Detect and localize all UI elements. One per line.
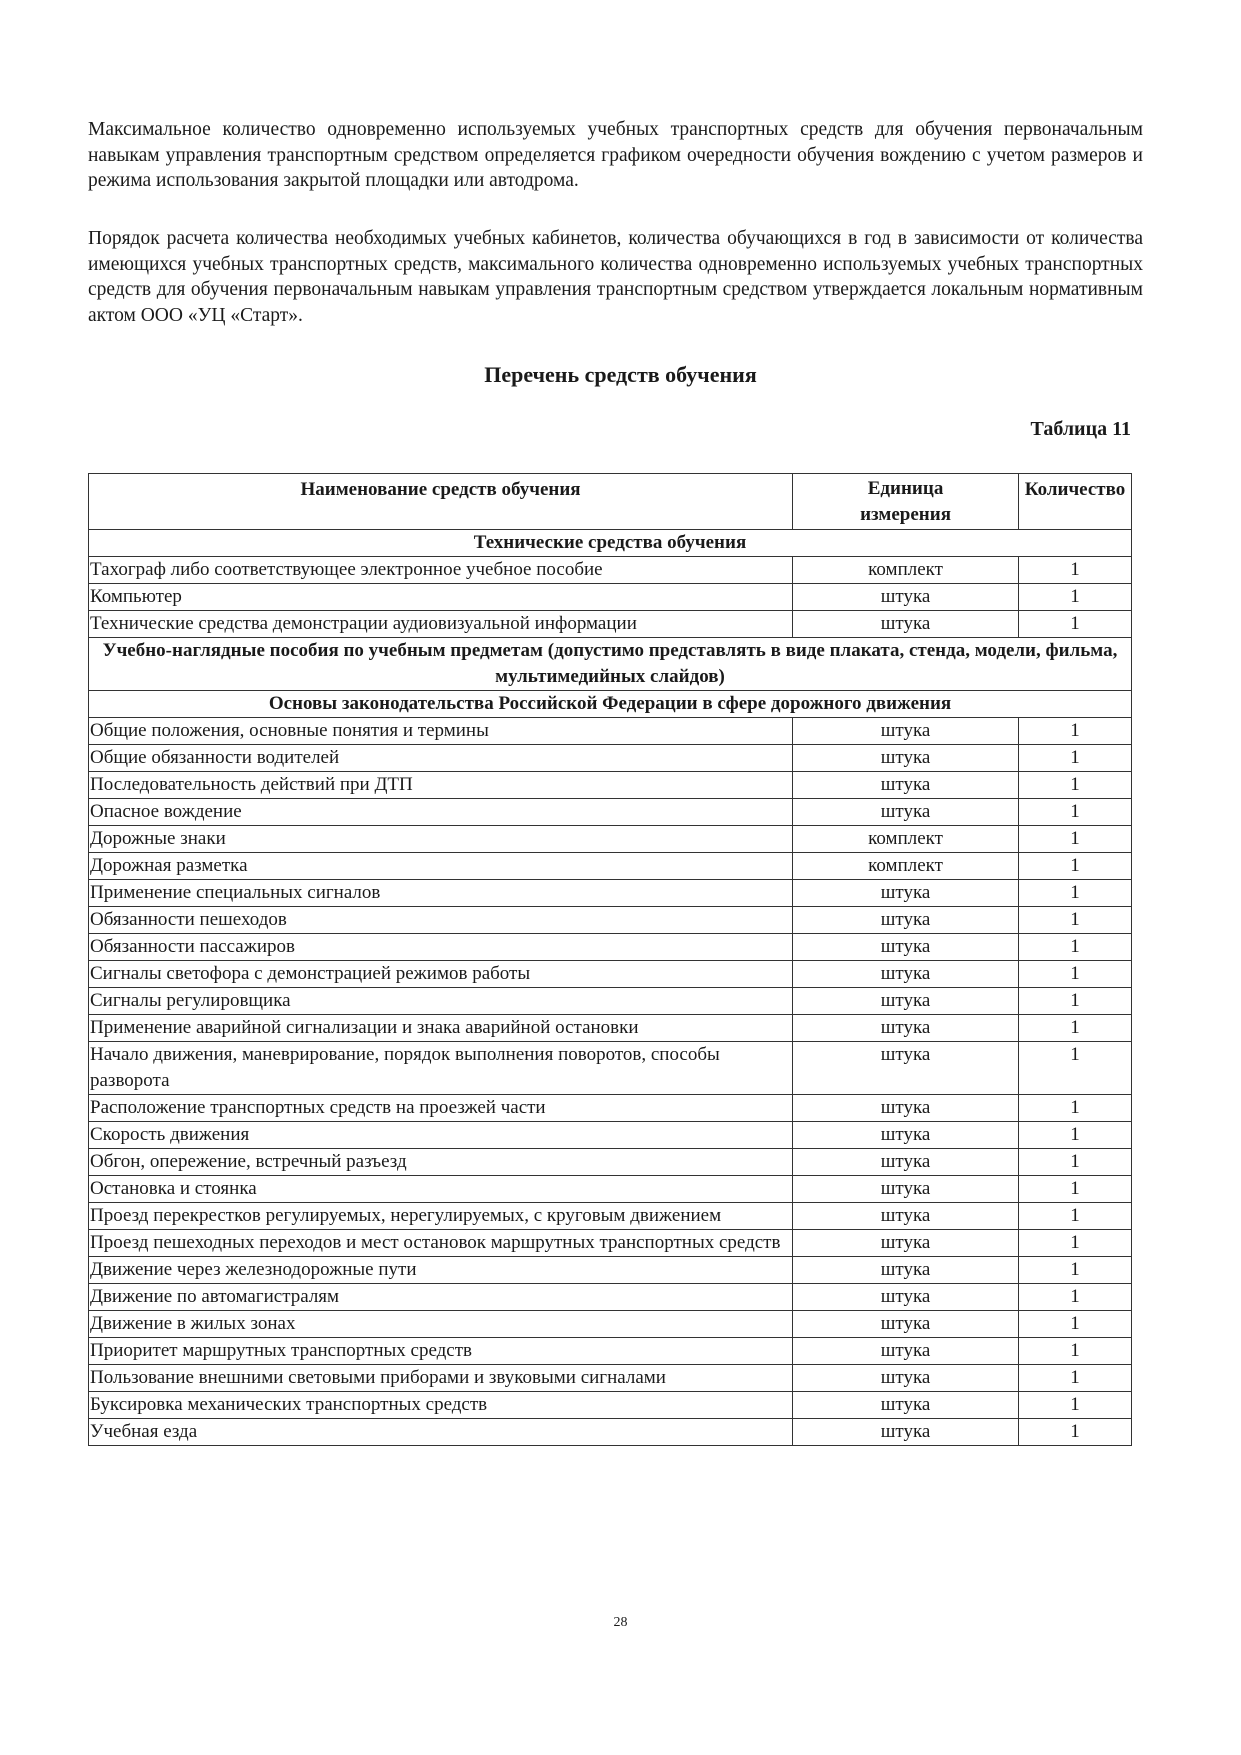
section-technical: Технические средства обучения bbox=[89, 530, 1132, 557]
cell-unit: штука bbox=[793, 1257, 1019, 1284]
training-tools-table bbox=[88, 473, 1132, 1446]
cell-name: Дорожные знаки bbox=[89, 826, 793, 853]
table-row bbox=[89, 988, 1132, 1015]
cell-unit: штука bbox=[793, 988, 1019, 1015]
cell-name: Скорость движения bbox=[89, 1122, 793, 1149]
cell-qty: 1 bbox=[1019, 1095, 1132, 1122]
cell-qty: 1 bbox=[1019, 745, 1132, 772]
cell-unit: штука bbox=[793, 772, 1019, 799]
cell-name: Дорожная разметка bbox=[89, 853, 793, 880]
section-row bbox=[89, 691, 1132, 718]
cell-name: Последовательность действий при ДТП bbox=[89, 772, 793, 799]
header-unit: Единица измерения bbox=[793, 474, 1019, 530]
table-row bbox=[89, 853, 1132, 880]
table-row bbox=[89, 1042, 1132, 1095]
table-row bbox=[89, 718, 1132, 745]
table-row bbox=[89, 799, 1132, 826]
table-row bbox=[89, 961, 1132, 988]
header-qty: Количество bbox=[1019, 474, 1132, 530]
table-row bbox=[89, 1284, 1132, 1311]
cell-name: Буксировка механических транспортных средств bbox=[89, 1392, 793, 1419]
cell-name: Движение по автомагистралям bbox=[89, 1284, 793, 1311]
table-row bbox=[89, 934, 1132, 961]
cell-unit: комплект bbox=[793, 826, 1019, 853]
table-row bbox=[89, 1419, 1132, 1446]
cell-name: Опасное вождение bbox=[89, 799, 793, 826]
cell-unit: штука bbox=[793, 1042, 1019, 1095]
cell-unit: штука bbox=[793, 584, 1019, 611]
paragraph-max-vehicles: Максимальное количество одновременно используемых учебных транспортных средств для обучения первоначальным навыкам управления транспортным средством определяется графиком очередности обучения вождению с учетом размеров и режима использования закрытой площадки или автодрома. bbox=[88, 119, 1143, 191]
cell-name: Технические средства демонстрации аудиовизуальной информации bbox=[89, 611, 793, 638]
cell-unit: штука bbox=[793, 1149, 1019, 1176]
cell-qty: 1 bbox=[1019, 1284, 1132, 1311]
cell-name: Проезд пешеходных переходов и мест остановок маршрутных транспортных средств bbox=[89, 1230, 793, 1257]
cell-qty: 1 bbox=[1019, 934, 1132, 961]
cell-unit: комплект bbox=[793, 557, 1019, 584]
table-row bbox=[89, 907, 1132, 934]
cell-name: Пользование внешними световыми приборами и звуковыми сигналами bbox=[89, 1365, 793, 1392]
cell-qty: 1 bbox=[1019, 961, 1132, 988]
cell-name: Расположение транспортных средств на проезжей части bbox=[89, 1095, 793, 1122]
cell-name: Движение в жилых зонах bbox=[89, 1311, 793, 1338]
table-row bbox=[89, 1230, 1132, 1257]
cell-unit: штука bbox=[793, 799, 1019, 826]
cell-name: Проезд перекрестков регулируемых, нерегулируемых, с круговым движением bbox=[89, 1203, 793, 1230]
section-visual: Учебно-наглядные пособия по учебным предметам (допустимо представлять в виде плаката, стенда, модели, фильма, мультимедийных слайдов) bbox=[89, 638, 1132, 691]
cell-name: Общие положения, основные понятия и термины bbox=[89, 718, 793, 745]
cell-unit: штука bbox=[793, 1419, 1019, 1446]
cell-qty: 1 bbox=[1019, 907, 1132, 934]
cell-qty: 1 bbox=[1019, 1122, 1132, 1149]
table-caption: Таблица 11 bbox=[1030, 418, 1131, 440]
cell-qty: 1 bbox=[1019, 718, 1132, 745]
cell-unit: штука bbox=[793, 934, 1019, 961]
cell-unit: штука bbox=[793, 1122, 1019, 1149]
table-row bbox=[89, 826, 1132, 853]
cell-qty: 1 bbox=[1019, 1149, 1132, 1176]
cell-qty: 1 bbox=[1019, 1230, 1132, 1257]
cell-unit: штука bbox=[793, 1365, 1019, 1392]
cell-qty: 1 bbox=[1019, 988, 1132, 1015]
section-title: Перечень средств обучения bbox=[484, 362, 757, 387]
section-row bbox=[89, 638, 1132, 691]
table-row bbox=[89, 1392, 1132, 1419]
cell-name: Приоритет маршрутных транспортных средств bbox=[89, 1338, 793, 1365]
table-row bbox=[89, 557, 1132, 584]
cell-unit: штука bbox=[793, 1230, 1019, 1257]
cell-unit: штука bbox=[793, 1392, 1019, 1419]
cell-unit: штука bbox=[793, 745, 1019, 772]
table-row bbox=[89, 1015, 1132, 1042]
cell-unit: штука bbox=[793, 1311, 1019, 1338]
table-row bbox=[89, 1122, 1132, 1149]
cell-qty: 1 bbox=[1019, 1257, 1132, 1284]
cell-name: Общие обязанности водителей bbox=[89, 745, 793, 772]
cell-unit: штука bbox=[793, 611, 1019, 638]
paragraph-calculation-order: Порядок расчета количества необходимых учебных кабинетов, количества обучающихся в год в зависимости от количества имеющихся учебных транспортных средств, максимального количества одновременно используемых учебных транспортных средств для обучения первоначальным навыкам управления транспортным средством утверждается локальным нормативным актом ООО «УЦ «Старт». bbox=[88, 228, 1143, 326]
cell-unit: штука bbox=[793, 1015, 1019, 1042]
table-row bbox=[89, 1095, 1132, 1122]
table-row bbox=[89, 1365, 1132, 1392]
cell-qty: 1 bbox=[1019, 1419, 1132, 1446]
page-number: 28 bbox=[613, 1615, 628, 1630]
table-row bbox=[89, 611, 1132, 638]
cell-name: Применение специальных сигналов bbox=[89, 880, 793, 907]
cell-unit: штука bbox=[793, 1203, 1019, 1230]
cell-qty: 1 bbox=[1019, 557, 1132, 584]
cell-unit: штука bbox=[793, 1176, 1019, 1203]
cell-name: Обязанности пешеходов bbox=[89, 907, 793, 934]
header-name: Наименование средств обучения bbox=[89, 474, 793, 530]
cell-unit: штука bbox=[793, 961, 1019, 988]
table-header-row bbox=[89, 474, 1132, 530]
cell-unit: комплект bbox=[793, 853, 1019, 880]
cell-unit: штука bbox=[793, 1284, 1019, 1311]
cell-qty: 1 bbox=[1019, 799, 1132, 826]
cell-qty: 1 bbox=[1019, 1311, 1132, 1338]
table-row bbox=[89, 1338, 1132, 1365]
cell-unit: штука bbox=[793, 1338, 1019, 1365]
cell-qty: 1 bbox=[1019, 880, 1132, 907]
cell-qty: 1 bbox=[1019, 1365, 1132, 1392]
cell-name: Начало движения, маневрирование, порядок выполнения поворотов, способы разворота bbox=[89, 1042, 793, 1095]
cell-qty: 1 bbox=[1019, 853, 1132, 880]
table-row bbox=[89, 880, 1132, 907]
cell-name: Сигналы светофора с демонстрацией режимов работы bbox=[89, 961, 793, 988]
cell-unit: штука bbox=[793, 907, 1019, 934]
table-row bbox=[89, 1149, 1132, 1176]
cell-qty: 1 bbox=[1019, 1042, 1132, 1095]
cell-qty: 1 bbox=[1019, 611, 1132, 638]
cell-name: Компьютер bbox=[89, 584, 793, 611]
cell-name: Тахограф либо соответствующее электронное учебное пособие bbox=[89, 557, 793, 584]
cell-name: Учебная езда bbox=[89, 1419, 793, 1446]
cell-unit: штука bbox=[793, 718, 1019, 745]
cell-qty: 1 bbox=[1019, 826, 1132, 853]
cell-qty: 1 bbox=[1019, 1338, 1132, 1365]
section-law: Основы законодательства Российской Федерации в сфере дорожного движения bbox=[89, 691, 1132, 718]
cell-name: Обязанности пассажиров bbox=[89, 934, 793, 961]
cell-qty: 1 bbox=[1019, 1392, 1132, 1419]
cell-name: Сигналы регулировщика bbox=[89, 988, 793, 1015]
cell-name: Остановка и стоянка bbox=[89, 1176, 793, 1203]
cell-unit: штука bbox=[793, 1095, 1019, 1122]
table-row bbox=[89, 584, 1132, 611]
cell-name: Применение аварийной сигнализации и знака аварийной остановки bbox=[89, 1015, 793, 1042]
cell-qty: 1 bbox=[1019, 772, 1132, 799]
cell-qty: 1 bbox=[1019, 584, 1132, 611]
cell-qty: 1 bbox=[1019, 1015, 1132, 1042]
cell-qty: 1 bbox=[1019, 1203, 1132, 1230]
table-row bbox=[89, 1176, 1132, 1203]
table-row bbox=[89, 1311, 1132, 1338]
cell-unit: штука bbox=[793, 880, 1019, 907]
table-row bbox=[89, 745, 1132, 772]
cell-name: Обгон, опережение, встречный разъезд bbox=[89, 1149, 793, 1176]
section-row bbox=[89, 530, 1132, 557]
cell-qty: 1 bbox=[1019, 1176, 1132, 1203]
cell-name: Движение через железнодорожные пути bbox=[89, 1257, 793, 1284]
table-row bbox=[89, 772, 1132, 799]
table-row bbox=[89, 1203, 1132, 1230]
table-row bbox=[89, 1257, 1132, 1284]
